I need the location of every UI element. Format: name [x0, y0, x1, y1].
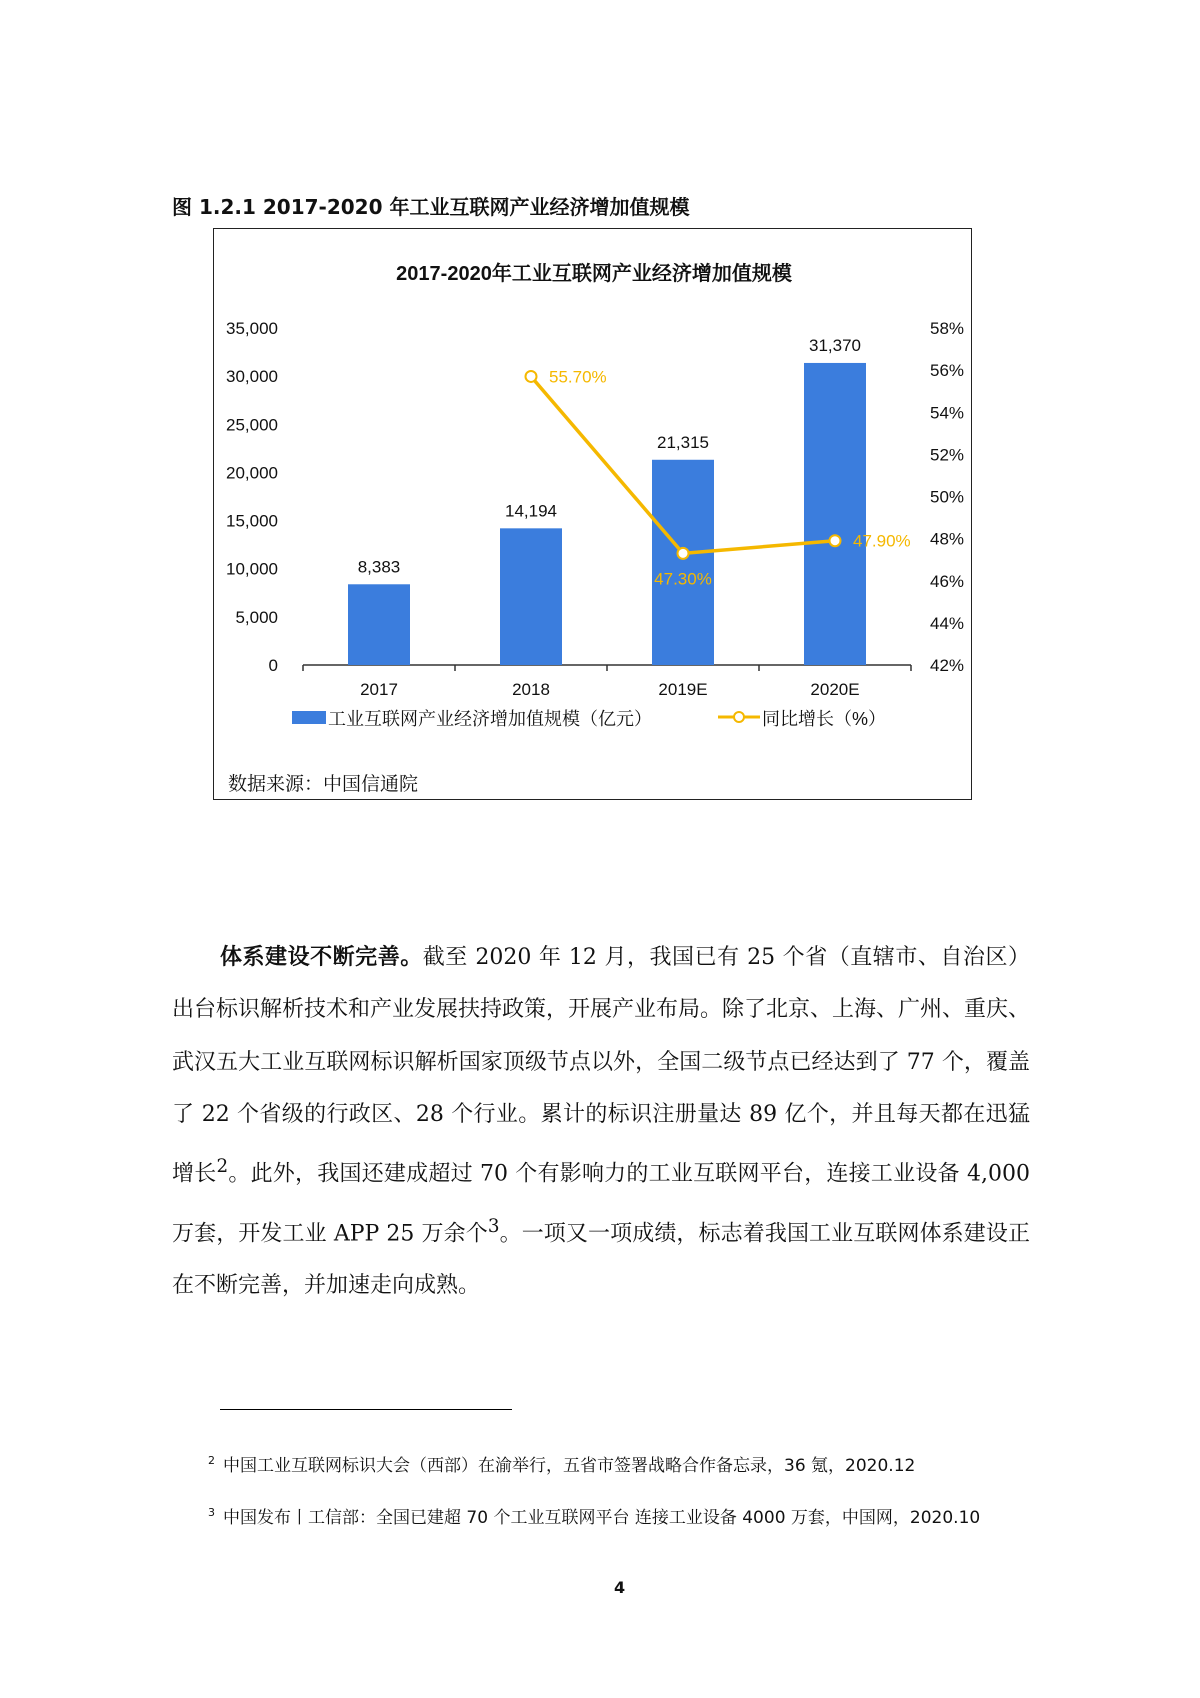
body-paragraph: [172, 932, 1030, 1313]
bar-2017: [348, 584, 410, 665]
footnote-divider: [220, 1409, 512, 1410]
y-left-tick-label: 10,000: [226, 559, 278, 579]
growth-point-2018: [526, 371, 537, 382]
paragraph-text-1: 截至 2020 年 12 月，我国已有 25 个省（直辖市、自治区）出台标识解析技术和产业发展扶持政策，开展产业布局。除了北京、上海、广州、重庆、武汉五大工业互联网标识解析国家顶级节点以外，全国二级节点已经达到了 77 个，覆盖了 22 个省级的行政区、28 个行业。累计的标识注册量达 89 亿个，并且每天都在迅猛增长: [172, 945, 1031, 1187]
footnote-ref-2[interactable]: 2: [216, 1156, 229, 1178]
x-tick-label: 2017: [360, 680, 398, 699]
y-right-tick-label: 46%: [930, 571, 965, 591]
chart-frame: [213, 228, 972, 800]
y-left-tick-label: 0: [268, 656, 278, 675]
x-tick-label: 2018: [512, 680, 550, 699]
chart-title: 2017-2020年工业互联网产业经济增加值规模: [396, 263, 792, 285]
chart-source: 数据来源：中国信通院: [228, 773, 419, 795]
bar-2018: [500, 528, 562, 665]
footnote-2: [208, 1451, 915, 1476]
bar-data-label: 21,315: [657, 432, 709, 452]
legend-bar-label: 工业互联网产业经济增加值规模（亿元）: [328, 709, 652, 729]
page-number: 4: [614, 1578, 626, 1597]
bar-2020E: [804, 363, 866, 665]
y-left-tick-label: 5,000: [235, 607, 278, 627]
bar-data-label: 31,370: [809, 335, 861, 355]
y-left-tick-label: 35,000: [226, 319, 278, 338]
y-right-tick-label: 52%: [930, 445, 965, 465]
footnote-ref-3[interactable]: 3: [487, 1215, 500, 1237]
paragraph-text-2: 。此外，我国还建成超过 70 个有影响力的工业互联网平台，连接工业设备 4,000 万套，开发工业 APP 25 万余个: [172, 1161, 1030, 1247]
y-left-tick-label: 15,000: [226, 511, 278, 531]
growth-data-label: 47.90%: [853, 531, 911, 551]
paragraph-text-3: 。一项又一项成绩，标志着我国工业互联网体系建设正在不断完善，并加速走向成熟。: [172, 1221, 1030, 1299]
figure-caption: 图 1.2.1 2017-2020 年工业互联网产业经济增加值规模: [172, 195, 690, 219]
bar-2019E: [652, 460, 714, 665]
legend-bar-swatch: [292, 711, 326, 724]
y-right-tick-label: 42%: [930, 656, 965, 675]
bar-data-label: 14,194: [505, 501, 557, 521]
footnote-3: [208, 1503, 980, 1528]
y-right-tick-label: 44%: [930, 613, 965, 633]
x-tick-label: 2019E: [658, 680, 708, 699]
y-right-tick-label: 58%: [930, 319, 965, 338]
legend-line-label: 同比增长（%）: [762, 709, 887, 729]
y-right-tick-label: 54%: [930, 403, 965, 423]
x-tick-label: 2020E: [810, 680, 860, 699]
y-left-tick-label: 25,000: [226, 415, 278, 435]
footnote-number: 3: [208, 1506, 215, 1520]
footnote-text: 中国发布丨工信部：全国已建超 70 个工业互联网平台 连接工业设备 4000 万套，中国网，2020.10: [223, 1508, 981, 1528]
growth-data-label: 55.70%: [549, 367, 607, 387]
y-left-tick-label: 30,000: [226, 367, 278, 387]
bar-data-label: 8,383: [357, 557, 401, 577]
y-right-tick-label: 56%: [930, 361, 965, 381]
growth-point-2020E: [830, 535, 841, 546]
y-left-tick-label: 20,000: [226, 463, 278, 483]
growth-point-2019E: [678, 548, 689, 559]
y-right-tick-label: 50%: [930, 487, 965, 507]
chart-svg: [214, 229, 970, 798]
legend-line-marker: [734, 712, 744, 722]
growth-data-label: 47.30%: [654, 569, 712, 589]
paragraph-lead: 体系建设不断完善。: [220, 945, 423, 970]
footnote-text: 中国工业互联网标识大会（西部）在渝举行，五省市签署战略合作备忘录，36 氪，2020.12: [223, 1456, 916, 1476]
footnote-number: 2: [208, 1454, 215, 1468]
y-right-tick-label: 48%: [930, 529, 965, 549]
